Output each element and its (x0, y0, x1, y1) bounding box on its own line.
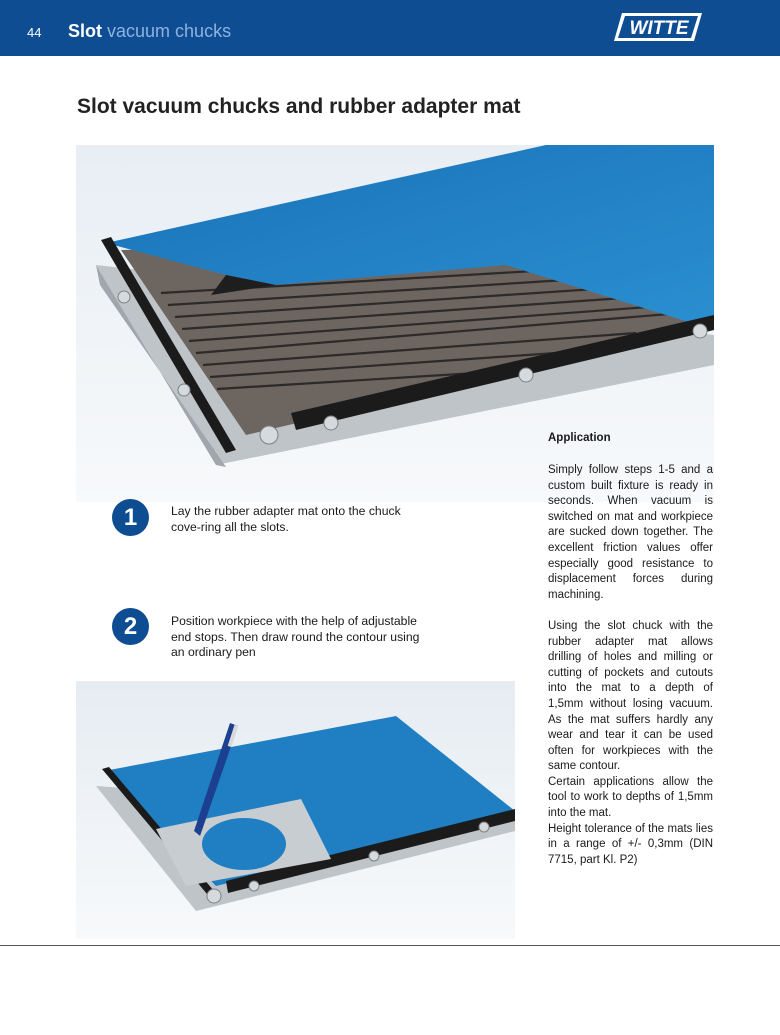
step-1-badge: 1 (112, 499, 149, 536)
page-title: Slot vacuum chucks and rubber adapter mat (77, 95, 521, 118)
page-header (0, 0, 780, 56)
pen-tracing-contour-image (76, 681, 515, 939)
section-title-light: vacuum chucks (107, 21, 232, 41)
application-paragraph-1: Simply follow steps 1-5 and a custom built fixture is ready in seconds. When vacuum is switched on mat and workpiece are sucked down together. The excellent friction values offer especially good resistance to displacement forces during machining. (548, 464, 713, 601)
step-2-text: Position workpiece with the help of adjustable end stops. Then draw round the contour using an ordinary pen (171, 614, 420, 660)
step-2-badge: 2 (112, 608, 149, 645)
step-1-text: Lay the rubber adapter mat onto the chuck cove-ring all the slots. (171, 504, 401, 534)
section-title (68, 21, 231, 42)
logo-text: WITTE (629, 18, 689, 39)
application-text (548, 463, 713, 868)
application-heading: Application (548, 432, 611, 444)
witte-logo (612, 10, 704, 44)
application-paragraph-3: Certain applications allow the tool to work to depths of 1,5mm into the mat. (548, 775, 713, 820)
application-paragraph-2: Using the slot chuck with the rubber adapter mat allows drilling of holes and milling or cutting of pockets and cutouts into the mat to a depth of 1,5mm without losing vacuum. As the mat suffers hardly any wear and tear it can be used often for workpieces with the same contour. (548, 619, 713, 773)
footer-rule (0, 945, 780, 946)
page-number: 44 (27, 25, 42, 40)
section-title-bold: Slot (68, 21, 102, 41)
application-paragraph-4: Height tolerance of the mats lies in a range of +/- 0,3mm (DIN 7715, part Kl. P2) (548, 822, 713, 866)
slot-chuck-mat-peeled-image (76, 145, 714, 502)
